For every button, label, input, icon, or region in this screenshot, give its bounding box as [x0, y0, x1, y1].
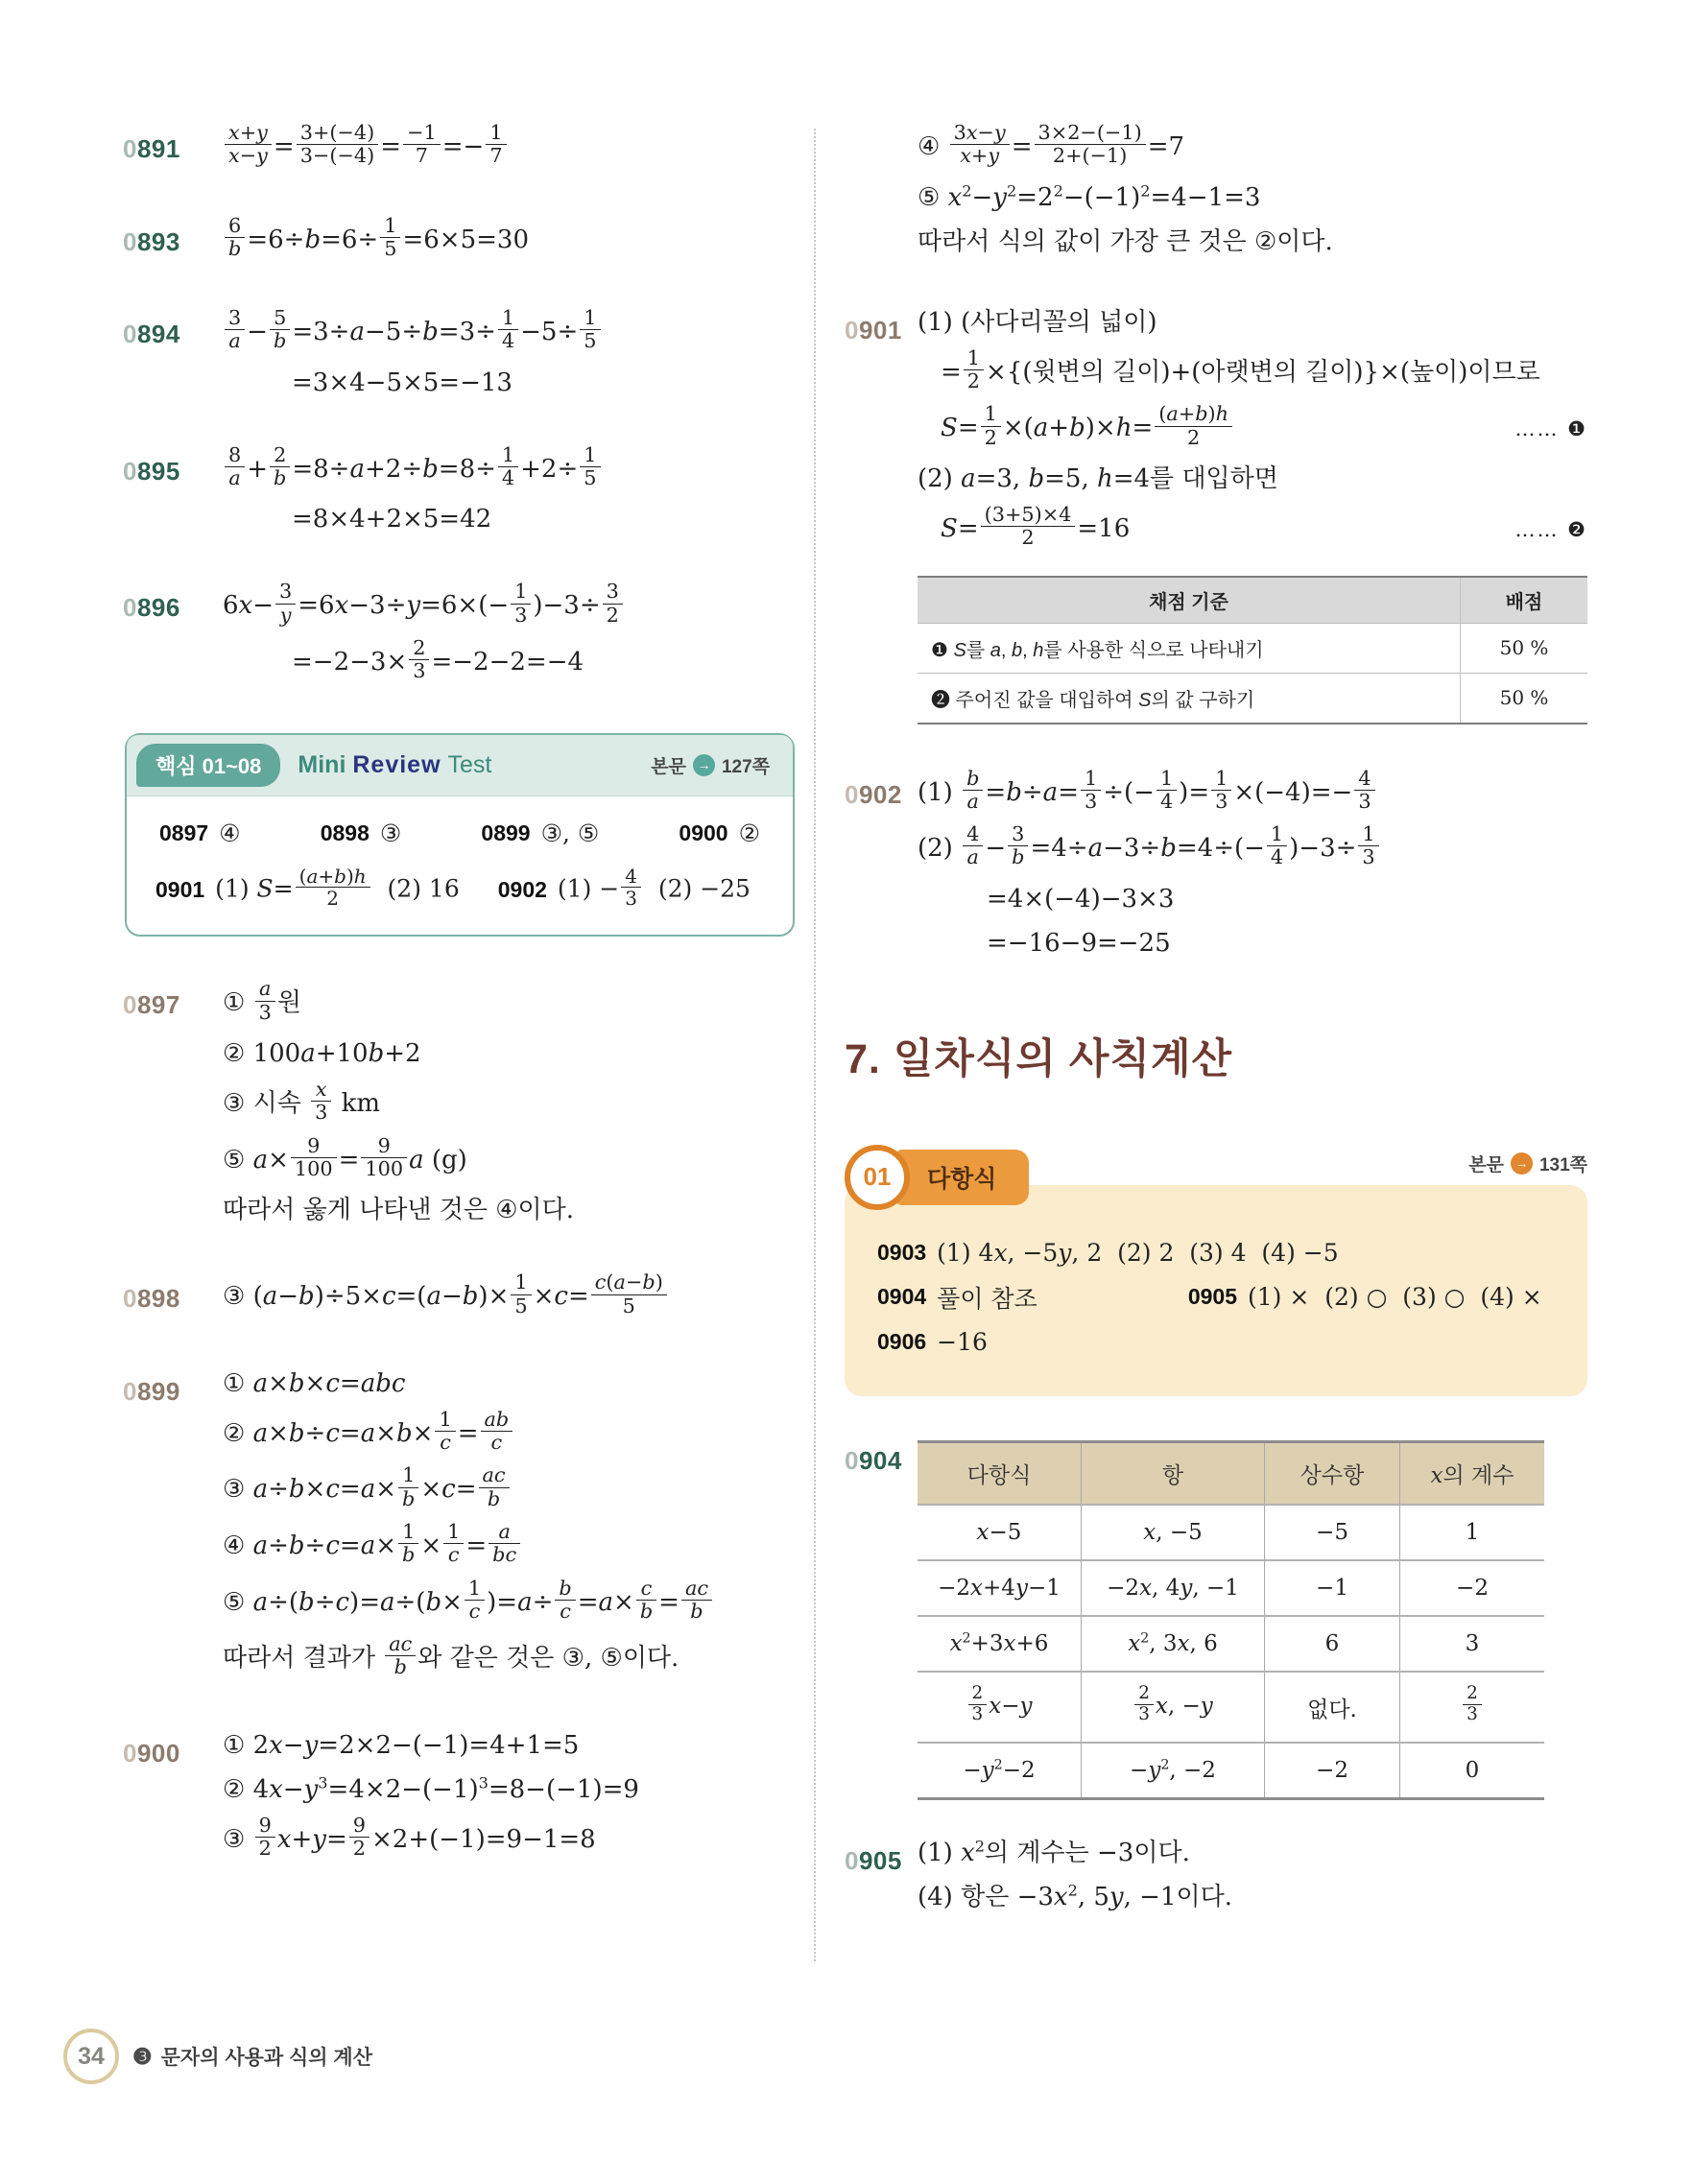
ref-page: 127쪽	[721, 756, 770, 777]
page-footer	[63, 2029, 372, 2084]
grading-table	[918, 576, 1587, 724]
answer-number: 0905	[1187, 1284, 1238, 1310]
solution-line: ② a×b÷c=a×b× $\frac{1}{c}$ = $\frac{ab}{c}$	[223, 1412, 795, 1458]
answer-item	[679, 819, 760, 847]
table-cell: 1	[1400, 1505, 1545, 1560]
answer-item	[877, 1328, 988, 1356]
ref-page: 131쪽	[1538, 1154, 1587, 1175]
solution-body	[223, 121, 795, 181]
answer-number: 0902	[497, 876, 547, 902]
table-cell: −2x, 4y, −1	[1082, 1560, 1265, 1616]
table-cell: −5	[1265, 1505, 1400, 1560]
solution-body	[223, 1270, 795, 1331]
problem-number: 0898	[123, 1284, 180, 1314]
answer-value: −16	[937, 1327, 988, 1356]
solution-line: ③ a÷b×c=a× $\frac{1}{b}$ ×c= $\frac{ac}{b}$	[223, 1467, 795, 1513]
solution-line: ③ 시속 $\frac{x}{3}$ km	[223, 1078, 380, 1125]
table-row	[918, 1616, 1544, 1672]
left-column	[123, 121, 795, 1910]
problems-0891-0896	[123, 121, 795, 697]
solution-body	[918, 766, 1587, 971]
answer-number: 0900	[679, 819, 728, 845]
table-header: x의 계수	[1400, 1441, 1545, 1505]
ref-label: 본문	[651, 756, 686, 777]
table-row	[918, 1560, 1544, 1616]
table-cell: x−5	[918, 1505, 1082, 1560]
answer-item	[1188, 1280, 1555, 1315]
step-marker: …… ❷	[1514, 517, 1587, 541]
grading-criteria: ❶ S를 a, b, h를 사용한 식으로 나타내기	[918, 623, 1461, 673]
table-cell: 6	[1265, 1616, 1400, 1672]
table-cell: $-y^2$, −2	[1082, 1743, 1265, 1799]
table-row	[918, 1743, 1544, 1799]
solution-line: =8×4+2×5=42	[292, 505, 492, 534]
review-answers-row1	[155, 818, 764, 849]
solution-line: ④ a÷b÷c=a× $\frac{1}{b}$ × $\frac{1}{c}$ = $\frac{a}{bc}$	[223, 1524, 795, 1570]
page-reference	[1468, 1151, 1587, 1176]
solution-line: ③ $\frac{9}{2}$ x+y= $\frac{9}{2}$ ×2+(−1)=9−1=8	[223, 1813, 596, 1861]
answer-number: 0903	[877, 1239, 927, 1265]
solution-line: ② $4x-y^3=4\times 2-(-1)^3=8-(-1)=9$	[223, 1773, 639, 1804]
solution-line: =−2−3× $\frac{2}{3}$ =−2−2=−4	[292, 636, 584, 683]
answers-row	[877, 1239, 1555, 1267]
table-cell: −2x+4y−1	[918, 1560, 1082, 1616]
answer-value: (1) S= $\frac{(a+b)h}{2}$ (2) 16	[215, 864, 460, 910]
solution-line: =3×4−5×5=−13	[292, 368, 513, 397]
answer-number: 0904	[877, 1284, 927, 1310]
table-cell: −2	[1400, 1560, 1545, 1616]
table-cell: −2	[1265, 1743, 1400, 1799]
solution-body	[223, 580, 795, 696]
solution-line: ⑤ a÷(b÷c)=a÷(b× $\frac{1}{c}$ )=a÷ $\frac{b}{c}$ =a× $\frac{c}{b}$ = $\frac{ac}{b}$	[223, 1580, 795, 1626]
table-row	[918, 1505, 1544, 1560]
mini-review-title: Mini Review Test	[298, 750, 492, 778]
page-reference	[651, 752, 770, 778]
solution-line: ⑤ $x^2-y^2=2^2-(-1)^2=4-1=3$	[918, 180, 1261, 212]
solution-line: (1) $x^2$의 계수는 −3이다.	[918, 1837, 1190, 1868]
answer-value: ③	[379, 819, 402, 847]
problems-0904-0905	[845, 1436, 1587, 1925]
table-cell: 없다.	[1265, 1672, 1400, 1743]
chapter-marker-icon: ❸	[132, 2043, 153, 2069]
polynomial-table	[918, 1440, 1544, 1800]
grading-criteria: ❷ 주어진 값을 대입하여 S의 값 구하기	[918, 673, 1461, 724]
answer-value: ④	[219, 819, 241, 847]
answer-value: ②	[738, 819, 760, 847]
solution-line: $\frac{3}{a}$ − $\frac{5}{b}$ =3÷a−5÷b=3÷ $\frac{1}{4}$ −5÷ $\frac{1}{5}$	[223, 310, 795, 356]
answer-item	[497, 864, 751, 913]
answer-value: (1) 4x, −5y, 2 (2) 2 (3) 4 (4) −5	[937, 1238, 1339, 1267]
solution-body	[223, 306, 795, 411]
problem-number: 0891	[123, 134, 180, 163]
arrow-icon: →	[1511, 1152, 1533, 1175]
answer-item	[877, 1239, 1339, 1267]
problem-number: 0894	[123, 320, 180, 349]
solution-line: $\frac{x+y}{x-y}$ = $\frac{3+(-4)}{3-(-4)}$ = $\frac{-1}{7}$ =− $\frac{1}{7}$	[223, 125, 795, 171]
column-divider	[814, 129, 816, 1961]
solution-line: 6x− $\frac{3}{y}$ =6x−3÷y=6×(− $\frac{1}{3}$ )−3÷ $\frac{3}{2}$	[223, 583, 795, 629]
grading-table-row	[918, 623, 1587, 673]
solution-body	[223, 1729, 795, 1874]
problem-number	[845, 125, 918, 270]
problem-number: 0896	[123, 593, 180, 623]
answers-row	[877, 1328, 1555, 1356]
mini-review-box	[125, 733, 795, 938]
answer-item	[159, 819, 241, 847]
core-range-badge: 핵심 01~08	[136, 744, 280, 787]
table-cell: x, −5	[1082, 1505, 1265, 1560]
table-header: 상수항	[1265, 1441, 1400, 1505]
answer-item	[877, 1280, 1188, 1315]
problem-0894	[123, 306, 795, 411]
answer-number: 0901	[155, 876, 205, 902]
solution-line: =4×(−4)−3×3	[987, 884, 1175, 914]
problem-number: 0897	[123, 990, 180, 1020]
problem-0902	[845, 766, 1587, 971]
solution-line: ⑤ a× $\frac{9}{100}$ = $\frac{9}{100}$ a (g)	[223, 1133, 467, 1180]
solution-line: =−16−9=−25	[987, 928, 1171, 958]
solution-body	[918, 1436, 1587, 1800]
problem-0905	[845, 1837, 1587, 1925]
problem-0895	[123, 442, 795, 548]
problem-continued	[845, 121, 1587, 270]
ref-label: 본문	[1468, 1154, 1504, 1175]
mini-review-answers	[127, 796, 793, 936]
mini-review-header	[127, 735, 793, 796]
table-header: 항	[1082, 1441, 1265, 1505]
grading-table-header: 배점	[1461, 577, 1588, 624]
solution-body	[223, 213, 795, 274]
table-cell: 3	[1400, 1616, 1545, 1672]
problems-0900cont-0902	[845, 121, 1587, 971]
problem-0899	[123, 1367, 795, 1693]
solution-line: ① a×b×c=abc	[223, 1368, 406, 1398]
table-cell: $x^2$, 3x, 6	[1082, 1616, 1265, 1672]
problem-number: 0904	[845, 1445, 902, 1475]
section-title: 7. 일차식의 사칙계산	[845, 1035, 1233, 1082]
answer-number: 0897	[159, 819, 209, 845]
solution-line: ③ (a−b)÷5×c=(a−b)× $\frac{1}{5}$ ×c= $\frac{c(a-b)}{5}$	[223, 1274, 795, 1320]
solution-body	[918, 306, 1587, 734]
unit-answer-box	[845, 1185, 1587, 1396]
solution-line: 따라서 결과가 $\frac{ac}{b}$ 와 같은 것은 ③, ⑤이다.	[223, 1632, 680, 1679]
problem-number: 0900	[123, 1738, 180, 1768]
problem-number: 0902	[845, 779, 902, 809]
solution-line: 따라서 옳게 나타낸 것은 ④이다.	[223, 1196, 575, 1225]
review-answers-row2	[155, 864, 764, 913]
page-columns	[123, 121, 1587, 1961]
problem-number: 0895	[123, 456, 180, 486]
problem-number: 0899	[123, 1376, 180, 1406]
solution-line: ① $\frac{a}{3}$ 원	[223, 977, 301, 1024]
problem-0896	[123, 580, 795, 696]
solution-line: S= $\frac{(3+5)\times 4}{2}$ =16 …… ❷	[941, 503, 1587, 550]
unit-number-badge: 01	[845, 1145, 910, 1210]
solution-line: $\frac{8}{a}$ + $\frac{2}{b}$ =8÷a+2÷b=8÷ $\frac{1}{4}$ +2÷ $\frac{1}{5}$	[223, 447, 795, 493]
solution-line: (2) a=3, b=5, h=4를 대입하면	[918, 463, 1278, 493]
solution-body	[223, 977, 795, 1238]
problem-0904	[845, 1436, 1587, 1800]
problem-0898	[123, 1270, 795, 1331]
solution-line: (1) (사다리꼴의 넓이)	[918, 307, 1157, 337]
table-cell: $\frac{2}{3}$	[1400, 1672, 1545, 1743]
problems-0897-0900	[123, 977, 795, 1873]
answer-value: (1) − $\frac{4}{3}$ (2) −25	[557, 864, 751, 910]
table-row	[918, 1672, 1544, 1743]
solution-line: (4) 항은 $-3x^2$, 5y, −1이다.	[918, 1881, 1232, 1912]
solution-line: 따라서 식의 값이 가장 큰 것은 ②이다.	[918, 226, 1333, 256]
answers-row	[877, 1280, 1555, 1315]
page-number-badge: 34	[63, 2029, 119, 2084]
table-cell: $\frac{2}{3}$ x, −y	[1082, 1672, 1265, 1743]
answer-value: 풀이 참조	[937, 1284, 1037, 1313]
grading-table-header: 채점 기준	[918, 577, 1461, 624]
solution-line: $\frac{6}{b}$ =6÷b=6÷ $\frac{1}{5}$ =6×5=30	[223, 218, 795, 264]
problem-0897	[123, 977, 795, 1238]
grading-points: 50 %	[1461, 673, 1588, 724]
answer-item	[155, 864, 460, 913]
arrow-icon: →	[693, 754, 715, 776]
solution-line: ① 2x−y=2×2−(−1)=4+1=5	[223, 1730, 580, 1760]
right-column	[829, 121, 1587, 1961]
table-cell: $\frac{2}{3}$ x−y	[918, 1672, 1082, 1743]
unit-title: 다항식	[894, 1150, 1029, 1205]
solution-body	[223, 442, 795, 548]
answer-number: 0899	[481, 819, 531, 845]
answer-item	[321, 819, 402, 847]
problem-0901	[845, 306, 1587, 734]
unit-header	[845, 1145, 1587, 1210]
grading-table-row	[918, 673, 1587, 724]
table-cell: −1	[1265, 1560, 1400, 1616]
problem-0891	[123, 121, 795, 181]
solution-body	[918, 121, 1587, 270]
chapter-title: ❸ 문자의 사용과 식의 계산	[132, 2043, 372, 2069]
answer-number: 0898	[320, 819, 370, 845]
step-marker: …… ❶	[1514, 417, 1587, 441]
problem-number: 0893	[123, 226, 180, 256]
answer-value: ③, ⑤	[540, 819, 600, 847]
table-cell: $x^2+3x+6$	[918, 1616, 1082, 1672]
solution-line: S= $\frac{1}{2}$ ×(a+b)×h= $\frac{(a+b)h}{2}$ …… ❶	[941, 402, 1587, 449]
answer-number: 0906	[877, 1328, 927, 1354]
table-header: 다항식	[918, 1441, 1082, 1505]
answer-value: (1) × (2) ○ (3) ○ (4) ×	[1248, 1283, 1542, 1312]
solution-line: (1) $\frac{b}{a}$ =b÷a= $\frac{1}{3}$ ÷(− $\frac{1}{4}$ )= $\frac{1}{3}$ ×(−4)=− $\frac{4}{3}$	[918, 771, 1587, 817]
table-cell: $-y^2-2$	[918, 1743, 1082, 1799]
solution-body	[918, 1837, 1587, 1925]
table-cell: 0	[1400, 1743, 1545, 1799]
solution-line: = $\frac{1}{2}$ ×{(윗변의 길이)+(아랫변의 길이)}×(높이)이므로	[941, 345, 1540, 393]
problem-0893	[123, 213, 795, 274]
solution-line: ④ $\frac{3x-y}{x+y}$ = $\frac{3\times 2-(-1)}{2+(-1)}$ =7	[918, 121, 1185, 168]
solution-line: (2) $\frac{4}{a}$ − $\frac{3}{b}$ =4÷a−3÷b=4÷(− $\frac{1}{4}$ )−3÷ $\frac{1}{3}$	[918, 826, 1587, 872]
answer-item	[481, 819, 599, 847]
problem-0900	[123, 1729, 795, 1874]
solution-line: ② 100a+10b+2	[223, 1038, 421, 1068]
grading-points: 50 %	[1461, 623, 1588, 673]
solution-body	[223, 1367, 795, 1693]
problem-number: 0901	[845, 315, 902, 344]
problem-number: 0905	[845, 1846, 902, 1876]
